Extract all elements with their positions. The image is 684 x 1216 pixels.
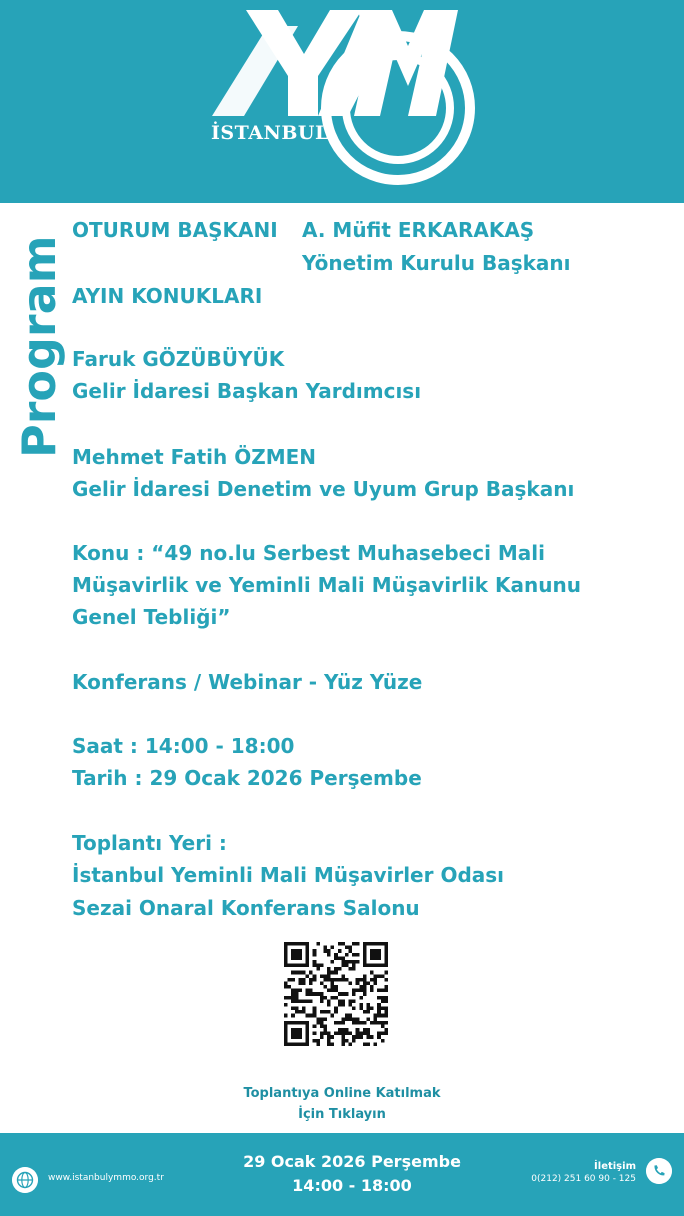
guest-2-name: Mehmet Fatih ÖZMEN bbox=[72, 445, 317, 469]
footer-bar bbox=[0, 1133, 684, 1216]
phone-icon[interactable] bbox=[646, 1158, 672, 1184]
online-join-line-1[interactable]: Toplantıya Online Katılmak bbox=[243, 1086, 441, 1101]
contact-label: İletişim bbox=[594, 1161, 636, 1172]
event-time: Saat : 14:00 - 18:00 bbox=[72, 734, 295, 758]
event-date: Tarih : 29 Ocak 2026 Perşembe bbox=[72, 766, 422, 790]
guests-label: AYIN KONUKLARI bbox=[72, 284, 263, 308]
ymm-logo bbox=[208, 6, 480, 192]
topic-line-3: Genel Tebliği” bbox=[72, 605, 231, 629]
footer-date: 29 Ocak 2026 Perşembe bbox=[243, 1152, 461, 1171]
session-chair-title: Yönetim Kurulu Başkanı bbox=[302, 251, 571, 275]
qr-code[interactable] bbox=[284, 942, 388, 1046]
venue-line-2: Sezai Onaral Konferans Salonu bbox=[72, 896, 420, 920]
program-vertical-label: Program bbox=[12, 235, 66, 458]
contact-phone[interactable]: 0(212) 251 60 90 - 125 bbox=[531, 1174, 636, 1184]
logo-city-text: İSTANBUL bbox=[211, 122, 329, 144]
topic-line-1: Konu : “49 no.lu Serbest Muhasebeci Mali bbox=[72, 541, 546, 565]
session-chair-label: OTURUM BAŞKANI bbox=[72, 218, 278, 242]
event-format: Konferans / Webinar - Yüz Yüze bbox=[72, 670, 423, 694]
guest-1-name: Faruk GÖZÜBÜYÜK bbox=[72, 347, 285, 371]
globe-icon bbox=[12, 1167, 38, 1193]
guest-2-title: Gelir İdaresi Denetim ve Uyum Grup Başkanı bbox=[72, 477, 575, 501]
session-chair-name: A. Müfit ERKARAKAŞ bbox=[302, 218, 535, 242]
website-link[interactable]: www.istanbulymmo.org.tr bbox=[48, 1173, 164, 1183]
footer-time: 14:00 - 18:00 bbox=[292, 1176, 412, 1195]
venue-line-1: İstanbul Yeminli Mali Müşavirler Odası bbox=[72, 863, 505, 887]
venue-label: Toplantı Yeri : bbox=[72, 831, 227, 855]
online-join-line-2[interactable]: İçin Tıklayın bbox=[298, 1107, 386, 1122]
topic-line-2: Müşavirlik ve Yeminli Mali Müşavirlik Kanunu bbox=[72, 573, 581, 597]
header-banner bbox=[0, 0, 684, 203]
guest-1-title: Gelir İdaresi Başkan Yardımcısı bbox=[72, 379, 422, 403]
